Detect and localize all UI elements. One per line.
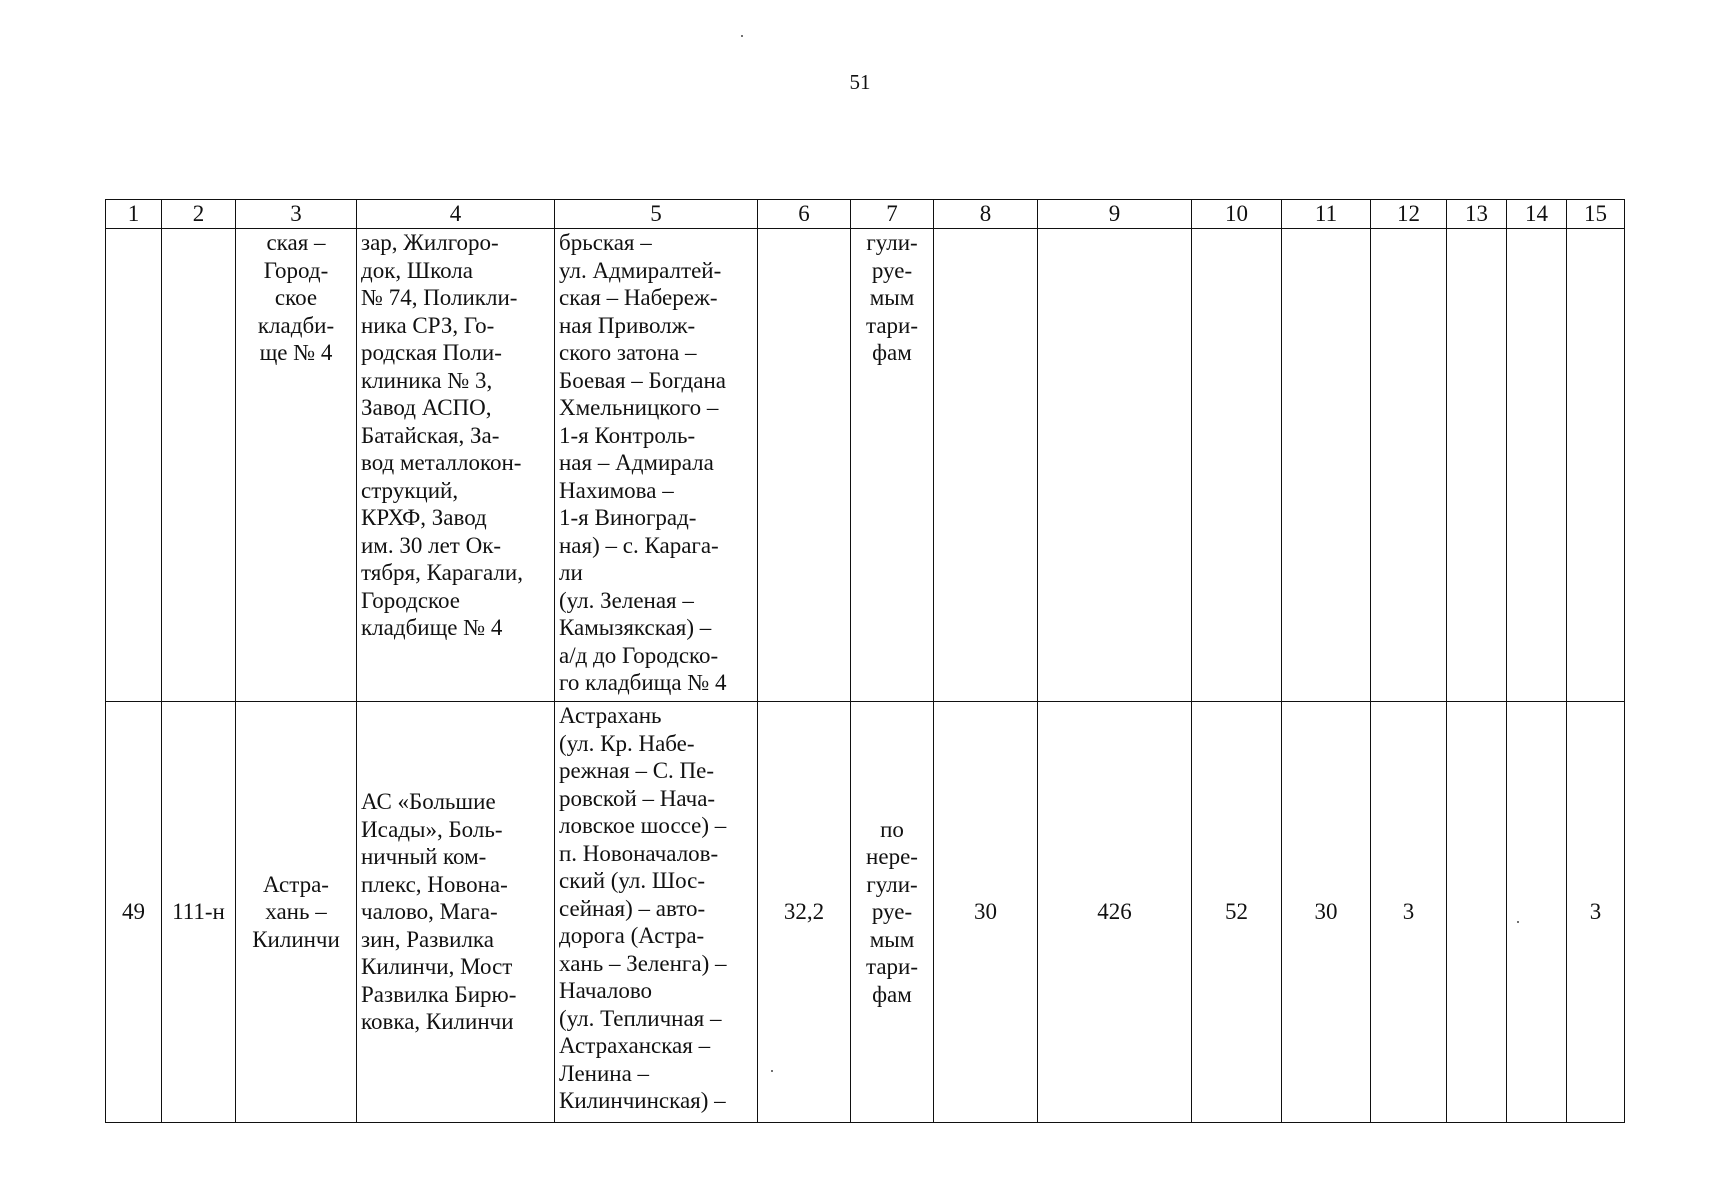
cell-number: 49 bbox=[106, 702, 162, 1123]
scan-speck bbox=[771, 1070, 773, 1072]
cell-route-code: 111-н bbox=[162, 702, 236, 1123]
cell-col-13 bbox=[1447, 229, 1507, 702]
header-cell: 10 bbox=[1192, 200, 1282, 229]
cell-tariff-type: гули- руе- мым тари- фам bbox=[851, 229, 934, 702]
header-cell: 2 bbox=[162, 200, 236, 229]
cell-stops: зар, Жилгоро- док, Школа № 74, Поликли- ника СРЗ, Го- родская Поли- клиника № 3, Завод АСПО, Батайская, За- вод металлокон- струкций, КРХФ, Завод им. 30 лет Ок- тября, Карагали, Городское кладбище № 4 bbox=[357, 229, 555, 702]
header-cell: 9 bbox=[1038, 200, 1192, 229]
header-cell: 8 bbox=[934, 200, 1038, 229]
cell-col-14 bbox=[1507, 229, 1567, 702]
cell-streets: Астрахань (ул. Кр. Набе- режная – С. Пе- ровской – Нача- ловское шоссе) – п. Новоначалов- ский (ул. Шос- сейная) – авто- дорога (Астра- хань – Зеленга) – Началово (ул. Тепличная – Астраханская – Ленина – Килинчинская) – bbox=[555, 702, 758, 1123]
cell-col-10: 52 bbox=[1192, 702, 1282, 1123]
cell-length bbox=[758, 229, 851, 702]
header-cell: 3 bbox=[236, 200, 357, 229]
cell-streets: брьская – ул. Адмиралтей- ская – Набереж- ная Приволж- ского затона – Боевая – Богдана Хмельницкого – 1-я Контроль- ная – Адмирала Нахимова – 1-я Виноград- ная) – с. Карага- ли (ул. Зеленая – Камызякская) – а/д до Городско- го кладбища № 4 bbox=[555, 229, 758, 702]
cell-col-12 bbox=[1371, 229, 1447, 702]
scan-speck bbox=[741, 35, 743, 37]
table-row-continued bbox=[106, 229, 1625, 702]
cell-col-11 bbox=[1282, 229, 1371, 702]
cell-length: 32,2 bbox=[758, 702, 851, 1123]
cell-stops: АС «Большие Исады», Боль- ничный ком- плекс, Новона- чалово, Мага- зин, Развилка Килинчи, Мост Развилка Бирю- ковка, Килинчи bbox=[357, 702, 555, 1123]
cell-col-9: 426 bbox=[1038, 702, 1192, 1123]
cell-col-10 bbox=[1192, 229, 1282, 702]
header-cell: 5 bbox=[555, 200, 758, 229]
header-cell: 7 bbox=[851, 200, 934, 229]
cell-col-13 bbox=[1447, 702, 1507, 1123]
header-cell: 12 bbox=[1371, 200, 1447, 229]
header-cell: 13 bbox=[1447, 200, 1507, 229]
header-cell: 1 bbox=[106, 200, 162, 229]
header-cell: 11 bbox=[1282, 200, 1371, 229]
cell-col-8 bbox=[934, 229, 1038, 702]
cell-tariff-type: по нере- гули- руе- мым тари- фам bbox=[851, 702, 934, 1123]
routes-table bbox=[105, 199, 1625, 1123]
cell-route-name: ская – Город- ское кладби- ще № 4 bbox=[236, 229, 357, 702]
cell-col-9 bbox=[1038, 229, 1192, 702]
cell-col-14 bbox=[1507, 702, 1567, 1123]
header-cell: 15 bbox=[1567, 200, 1625, 229]
cell-col-15 bbox=[1567, 229, 1625, 702]
table-row-49 bbox=[106, 702, 1625, 1123]
scan-speck bbox=[1517, 921, 1519, 923]
cell-route-name: Астра- хань – Килинчи bbox=[236, 702, 357, 1123]
cell-number bbox=[106, 229, 162, 702]
cell-col-12: 3 bbox=[1371, 702, 1447, 1123]
cell-col-8: 30 bbox=[934, 702, 1038, 1123]
header-cell: 14 bbox=[1507, 200, 1567, 229]
header-cell: 4 bbox=[357, 200, 555, 229]
header-cell: 6 bbox=[758, 200, 851, 229]
cell-route-code bbox=[162, 229, 236, 702]
cell-col-15: 3 bbox=[1567, 702, 1625, 1123]
cell-col-11: 30 bbox=[1282, 702, 1371, 1123]
table-header-row bbox=[106, 200, 1625, 229]
page-number: 51 bbox=[849, 70, 871, 94]
